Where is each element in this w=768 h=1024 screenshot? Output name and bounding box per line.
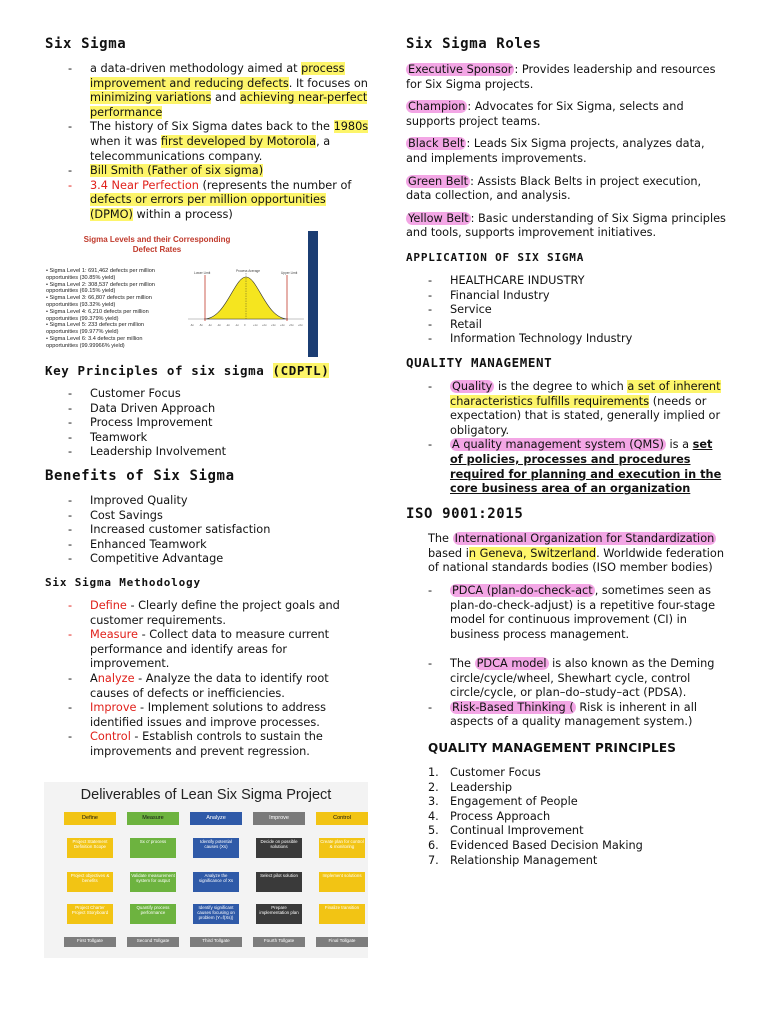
list-marker: - [68,523,73,537]
deliverable-box: Identify potential causes (Xs) [193,838,239,858]
deliverable-box: Quantify process performance [130,904,176,924]
list-item-text: Service [450,303,492,317]
six-sigma-heading: Six Sigma [45,36,127,52]
list-marker: - [68,387,73,400]
deliverable-box: Project Charter Project Storyboard [67,904,113,924]
deliverable-box: Create plan for control & monitoring [319,838,365,858]
role-name: Champion [408,100,466,114]
phase-label: Define [64,812,116,825]
list-item-text: HEALTHCARE INDUSTRY [450,274,585,287]
quality-heading: QUALITY MANAGEMENT [406,355,553,370]
list-item [68,416,370,431]
qmp-list [428,766,728,868]
list-item-text: Process Improvement [90,416,213,430]
axis-tick-label: 0 [244,324,246,327]
role-description: : Advocates for Six Sigma, selects and supports project teams. [406,100,684,128]
list-item [428,303,728,318]
list-item-text: Competitive Advantage [90,552,224,566]
list-marker: 7. [428,853,439,867]
deliverable-box: Project objectives & benefits [67,872,113,892]
role-name: Executive Sponsor [408,63,513,76]
axis-tick-label: +2σ [262,324,267,327]
deliverable-box: Select pilot solution [256,872,302,892]
list-item: - Improve - Implement solutions to address identified issues and improve processes. [68,701,326,729]
list-item: - 3.4 Near Perfection (represents the number of defects or errors per million opportunities (DPMO) within a process) [68,178,352,221]
list-item [68,538,370,553]
tollgate-label: Third Tollgate [190,937,242,947]
sigma-level-list [46,268,166,350]
list-item: - a data-driven methodology aimed at process improvement and reducing defects. It focuses on minimizing variations and achieving near-perfect performance [68,62,368,119]
list-item [68,509,370,524]
list-item [428,318,728,333]
list-item [428,795,728,810]
list-item [68,494,370,509]
list-marker: 3. [428,795,439,809]
list-item [68,431,370,446]
list-marker: - [68,445,73,459]
lower-limit-label: Lower Limit [194,271,211,275]
list-item: - Control - Establish controls to sustain the improvements and prevent regression. [68,730,323,758]
sigma-level-item: • Sigma Level 5: 233 defects per million opportunities (99.977% yield) [46,322,145,336]
bell-curve-chart [186,269,306,333]
list-marker: 4. [428,809,439,823]
role-item [406,137,726,166]
axis-tick-label: -5σ [199,324,203,327]
list-item: - Define - Clearly define the project goals and customer requirements. [68,599,340,627]
role-item [406,100,726,129]
list-item: - A quality management system (QMS) is a set of policies, processes and procedures required for planning and execution in the core business area of an organization [428,438,722,496]
list-marker: - [68,552,73,566]
list-item: - The PDCA model is also known as the Deming circle/cycle/wheel, Shewhart cycle, control circle/cycle, or plan–do–study–act (PDSA). [428,657,715,700]
list-marker: 2. [428,780,439,794]
list-item [428,854,728,869]
list-marker: - [428,288,433,302]
methodology-heading: Six Sigma Methodology [45,576,201,589]
role-description: : Leads Six Sigma projects, analyzes data, and implements improvements. [406,137,705,165]
benefits-list [68,494,370,567]
role-description: : Basic understanding of Six Sigma principles and tools, supports improvement initiatives. [406,211,726,240]
axis-tick-label: -6σ [190,324,194,327]
iso-model-list [428,657,724,730]
list-marker: - [68,430,73,444]
list-item [68,445,370,460]
axis-tick-label: -2σ [226,324,230,327]
list-marker: - [428,332,433,346]
list-item-text: Evidenced Based Decision Making [450,838,643,852]
deliverable-box: Implement solutions [319,872,365,892]
list-item-text: Relationship Management [450,853,598,867]
sigma-level-item: • Sigma Level 1: 691,462 defects per million opportunities (30.85% yield) [46,268,155,281]
deliverable-box: Identify significant causes focusing on problem (Y=f(Xs)) [193,904,239,924]
role-item [406,212,726,241]
six-sigma-list [68,62,370,223]
phase-label: Control [316,812,368,825]
list-item [428,274,728,289]
axis-tick-label: -4σ [208,324,212,327]
phase-label: Improve [253,812,305,825]
list-marker: - [428,274,433,287]
roles-list [406,63,726,249]
axis-tick-label: +4σ [280,324,285,327]
list-item-text: Increased customer satisfaction [90,523,271,537]
tollgate-label: First Tollgate [64,937,116,947]
axis-tick-label: +1σ [253,324,258,327]
list-item-text: Data Driven Approach [90,401,216,415]
quality-list [428,380,724,497]
list-item-text: Improved Quality [90,494,188,507]
principles-list [68,387,370,460]
list-item-text: Process Approach [450,809,551,823]
process-average-label: Process Average [236,269,261,273]
axis-tick-label: +3σ [271,324,276,327]
roles-heading: Six Sigma Roles [406,36,542,52]
list-item-text: Financial Industry [450,288,550,302]
sigma-levels-figure [44,231,318,357]
iso-heading: ISO 9001:2015 [406,506,524,522]
deliverable-box: Sx σ' process [130,838,176,858]
sigma-level-item: • Sigma Level 2: 308,537 defects per million opportunities (69.15% yield) [46,281,155,295]
list-item [68,402,370,417]
role-name: Black Belt [408,137,465,151]
list-marker: - [68,401,73,415]
list-item [68,523,370,538]
list-marker: 1. [428,766,439,779]
list-marker: - [68,416,73,430]
list-item: - Measure - Collect data to measure current performance and identify areas for improvement. [68,628,330,671]
list-marker: - [68,508,73,522]
deliverables-title: Deliverables of Lean Six Sigma Project [80,787,332,803]
axis-tick-label: +6σ [298,324,303,327]
list-item [428,839,728,854]
list-item: - Quality is the degree to which a set of inherent characteristics fulfills requirements (needs or expectation) that is stated, generally implied or obligatory. [428,380,721,437]
iso-paragraph: The International Organization for Standardization based in Geneva, Switzerland. Worldwide federation of national standards bodies (ISO member bodies) [428,532,724,575]
axis-tick-label: +5σ [289,324,294,327]
list-item-text: Leadership [450,780,513,794]
list-item [428,332,728,347]
role-description: : Provides leadership and resources for Six Sigma projects. [406,63,716,91]
role-name: Yellow Belt [408,211,469,225]
benefits-heading: Benefits of Six Sigma [45,468,235,484]
list-item [68,387,370,402]
role-item [406,175,726,204]
deliverable-box: Validate measurement system for output [130,872,176,892]
figure-accent-bar [308,231,318,357]
phase-label: Analyze [190,812,242,825]
list-item-text: Enhanced Teamwork [90,537,207,551]
list-item: - Bill Smith (Father of six sigma) [68,164,264,178]
principles-heading: Key Principles of six sigma (CDPTL) [45,363,330,378]
figure-title: Sigma Levels and their Corresponding Defect Rates [83,235,231,254]
phase-label: Measure [127,812,179,825]
list-marker: - [428,317,433,331]
qmp-heading: QUALITY MANAGEMENT PRINCIPLES [428,741,677,755]
list-item-text: Engagement of People [450,795,578,809]
role-description: : Assists Black Belts in project execution, data collection, and analysis. [406,174,702,203]
axis-ticks [190,323,303,327]
list-item: - PDCA (plan-do-check-act , sometimes seen as plan-do-check-adjust) is a repetitive four-stage model for continuous improvement (CI) in business process management. [428,584,716,641]
list-item [428,810,728,825]
role-name: Green Belt [408,174,469,188]
list-item-text: Continual Improvement [450,824,584,838]
tollgate-label: Final Tollgate [316,937,368,947]
list-marker: - [428,303,433,317]
list-item-text: Leadership Involvement [90,445,227,459]
deliverables-figure [44,782,368,958]
list-item-text: Customer Focus [90,387,181,400]
list-item [428,824,728,839]
list-item [68,552,370,567]
list-item-text: Information Technology Industry [450,332,633,346]
list-item [428,289,728,304]
list-item-text: Cost Savings [90,508,163,522]
axis-tick-label: -3σ [217,324,221,327]
sigma-level-item: • Sigma Level 4: 6,210 defects per million opportunities (99.379% yield) [46,308,149,322]
list-item [428,781,728,796]
list-marker: - [68,494,73,507]
list-item [428,766,728,781]
role-item [406,63,726,92]
sigma-level-item: • Sigma Level 3: 66,807 defects per million opportunities (93.32% yield) [46,295,152,308]
tollgate-label: Second Tollgate [127,937,179,947]
tollgate-label: Fourth Tollgate [253,937,305,947]
upper-limit-label: Upper Limit [281,271,298,275]
list-marker: 5. [428,824,439,838]
list-item-text: Teamwork [90,430,148,444]
list-marker: - [68,537,73,551]
list-item-text: Customer Focus [450,766,541,779]
list-marker: 6. [428,838,439,852]
deliverable-box: Analyze the significance of Xs [193,872,239,892]
list-item: - The history of Six Sigma dates back to the 1980s when it was first developed by Motorola, a telecommunications company. [68,120,369,163]
list-item: - Risk-Based Thinking ( Risk is inherent in all aspects of a quality management system.) [428,700,697,729]
deliverable-box: Decide on possible solutions [256,838,302,858]
deliverable-box: Prepare implementation plan [256,904,302,924]
list-item-text: Retail [450,317,482,331]
sigma-level-item: • Sigma Level 6: 3.4 defects per million opportunities (99.99966% yield) [46,335,143,349]
axis-tick-label: -1σ [235,324,239,327]
deliverable-box: Finalize transition [319,904,365,924]
application-heading: APPLICATION OF SIX SIGMA [406,251,585,264]
list-item: - Analyze - Analyze the data to identify root causes of defects or inefficiencies. [68,671,329,700]
application-list [428,274,728,347]
iso-pdca-list [428,584,724,642]
deliverable-box: Project Statement Definition Scope [67,838,113,858]
methodology-list [68,599,350,760]
